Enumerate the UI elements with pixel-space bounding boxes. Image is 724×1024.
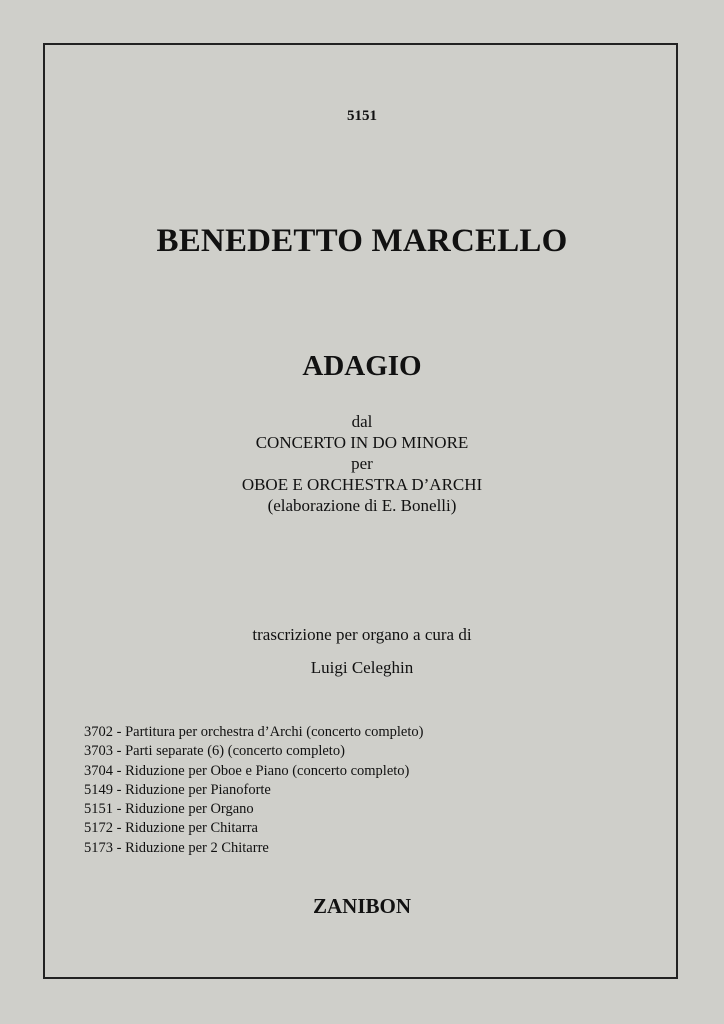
- edition-code: 5151: [84, 801, 113, 818]
- edition-separator: -: [113, 820, 126, 837]
- edition-description: Riduzione per Pianoforte: [125, 781, 271, 798]
- subtitle-line: CONCERTO IN DO MINORE: [255, 433, 469, 452]
- edition-item: [84, 839, 423, 858]
- subtitle-block: [0, 411, 724, 516]
- subtitle-line: dal: [351, 412, 373, 431]
- edition-description: Riduzione per 2 Chitarre: [125, 839, 269, 856]
- work-title: ADAGIO: [302, 350, 422, 382]
- subtitle-line: (elaborazione di E. Bonelli): [267, 496, 457, 515]
- editions-list: [84, 723, 423, 858]
- edition-code: 3704: [84, 762, 113, 779]
- edition-item: [84, 762, 423, 781]
- edition-description: Parti separate (6) (concerto completo): [125, 743, 345, 760]
- subtitle-line: per: [351, 454, 373, 473]
- edition-code: 5173: [84, 839, 113, 856]
- edition-description: Riduzione per Organo: [125, 801, 254, 818]
- edition-separator: -: [113, 839, 126, 856]
- edition-item: [84, 781, 423, 800]
- edition-description: Partitura per orchestra d’Archi (concerto completo): [125, 724, 424, 740]
- subtitle-line: OBOE E ORCHESTRA D’ARCHI: [241, 475, 483, 494]
- edition-code: 3702: [84, 724, 113, 740]
- edition-separator: -: [113, 762, 126, 779]
- edition-item: [84, 723, 423, 742]
- edition-code: 3703: [84, 743, 113, 760]
- arranger-name: Luigi Celeghin: [310, 658, 414, 677]
- edition-item: [84, 819, 423, 838]
- composer-name: BENEDETTO MARCELLO: [156, 223, 568, 259]
- edition-description: Riduzione per Chitarra: [125, 820, 258, 837]
- edition-separator: -: [113, 801, 126, 818]
- catalog-number: 5151: [347, 108, 377, 124]
- edition-separator: -: [113, 724, 126, 740]
- edition-item: [84, 742, 423, 761]
- edition-code: 5149: [84, 781, 113, 798]
- edition-code: 5172: [84, 820, 113, 837]
- transcription-note: trascrizione per organo a cura di: [252, 625, 472, 644]
- edition-separator: -: [113, 743, 126, 760]
- publisher-name: ZANIBON: [312, 894, 412, 918]
- edition-description: Riduzione per Oboe e Piano (concerto completo): [125, 762, 410, 779]
- edition-separator: -: [113, 781, 126, 798]
- edition-item: [84, 800, 423, 819]
